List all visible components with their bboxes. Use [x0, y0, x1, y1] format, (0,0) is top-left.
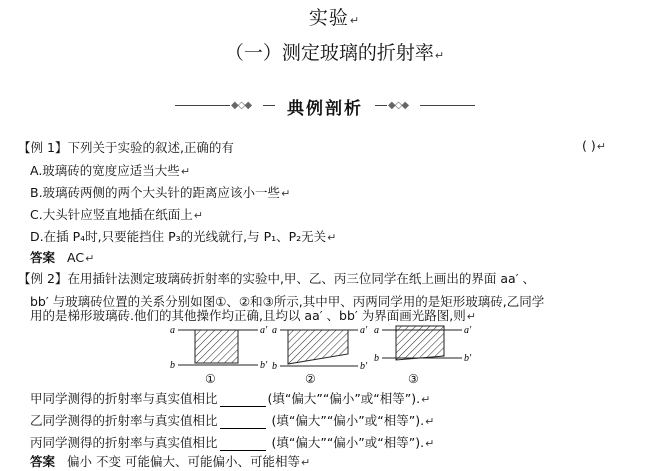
figure-2-label: ②	[305, 372, 316, 386]
label-b-prime-2: b′	[360, 361, 368, 372]
answer-blank-yi[interactable]	[220, 415, 266, 429]
glass-block-rect-1	[195, 330, 238, 363]
answer-blank-bing[interactable]	[220, 437, 266, 451]
label-a-3: a	[374, 325, 379, 336]
example-1-answer: 答案 AC↵	[30, 250, 95, 265]
label-b-prime-1: b′	[260, 360, 268, 371]
diamond-ornament-right: ◆◇◆	[388, 100, 409, 111]
question-jia: 甲同学测得的折射率与真实值相比 (填“偏大”“偏小”或“相等”).↵	[30, 391, 431, 406]
example-2-line-1: 【例 2】在用插针法测定玻璃砖折射率的实验中,甲、乙、丙三位同学在纸上画出的界面 aa′ 、	[18, 271, 536, 286]
label-a-1: a	[170, 325, 175, 336]
page-title: 实验↵	[308, 7, 361, 29]
option-c: C.大头针应竖直地插在纸面上↵	[30, 207, 203, 222]
example-2-line-3: 用的是梯形玻璃砖.他们的其他操作均正确,且均以 aa′ 、bb′ 为界面画光路图,则↵	[30, 308, 476, 323]
example-2-line-2: bb′ 与玻璃砖位置的关系分别如图①、②和③所示,其中甲、丙两同学用的是矩形玻璃砖,乙同学	[30, 294, 545, 309]
glass-block-rotated-3	[396, 326, 444, 360]
example-2-answer: 答案 偏小 不变 可能偏大、可能偏小、可能相等↵	[30, 454, 311, 469]
page-subtitle: （一）测定玻璃的折射率↵	[224, 42, 445, 64]
answer-blank-jia[interactable]	[220, 393, 266, 407]
example-1-question: 【例 1】下列关于实验的叙述,正确的有	[18, 140, 234, 155]
question-bing: 丙同学测得的折射率与真实值相比 (填“偏大”“偏小”或“相等”).↵	[30, 435, 435, 450]
label-b-1: b	[170, 360, 175, 371]
label-a-prime-2: a′	[360, 325, 368, 336]
section-banner	[175, 94, 475, 118]
diamond-ornament-left: ◆◇◆	[231, 100, 252, 111]
figure-1-label: ①	[205, 372, 216, 386]
glass-block-trapezoid-2	[288, 330, 348, 364]
option-a: A.玻璃砖的宽度应适当大些↵	[30, 163, 191, 178]
example-1-answer-paren: ( )↵	[582, 138, 606, 153]
question-yi: 乙同学测得的折射率与真实值相比 (填“偏大”“偏小”或“相等”).↵	[30, 413, 435, 428]
label-b-2: b	[272, 361, 277, 372]
figure-1	[168, 320, 268, 372]
section-heading: 典例剖析	[287, 99, 363, 119]
figure-2	[268, 320, 368, 372]
figure-3	[372, 320, 472, 372]
figure-3-label: ③	[408, 372, 419, 386]
label-a-2: a	[272, 325, 277, 336]
option-b: B.玻璃砖两侧的两个大头针的距离应该小一些↵	[30, 185, 291, 200]
label-a-prime-1: a′	[260, 325, 268, 336]
label-b-3: b	[374, 353, 379, 364]
label-a-prime-3: a′	[464, 325, 472, 336]
label-b-prime-3: b′	[464, 353, 472, 364]
option-d: D.在插 P₄时,只要能挡住 P₃的光线就行,与 P₁、P₂无关↵	[30, 229, 337, 244]
